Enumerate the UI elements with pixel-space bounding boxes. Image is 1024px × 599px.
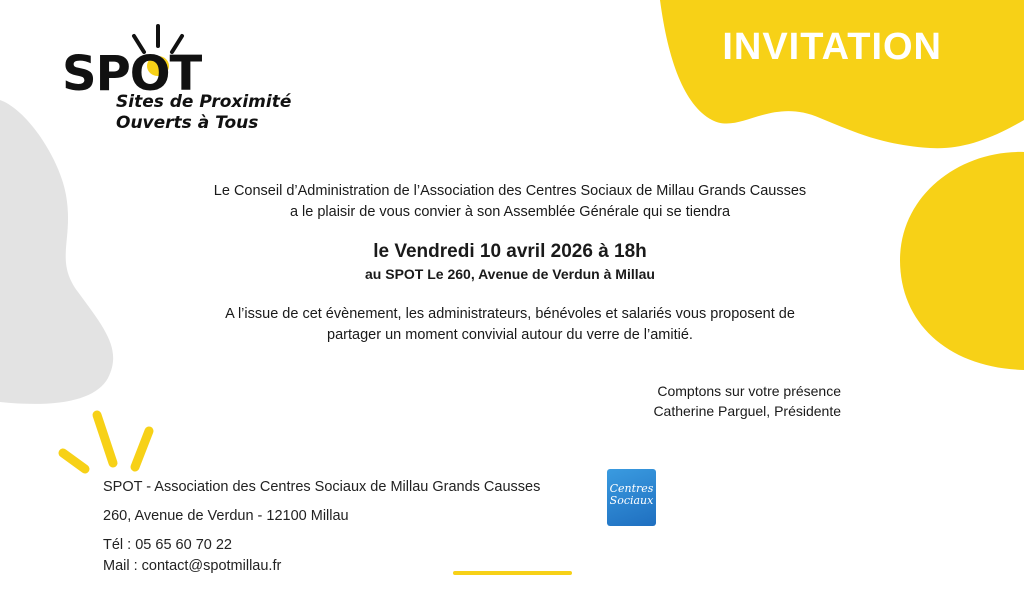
signoff-line1: Comptons sur votre présence: [657, 383, 841, 399]
after-paragraph: [160, 304, 860, 346]
intro-line2: a le plaisir de vous convier à son Assemblée Générale qui se tiendra: [289, 204, 731, 220]
intro-paragraph: [160, 181, 860, 223]
logo-tagline: [116, 92, 291, 134]
yellow-divider: [453, 571, 572, 575]
footer-mail: Mail : contact@spotmillau.fr: [103, 558, 282, 574]
intro-line1: Le Conseil d’Administration de l’Association des Centres Sociaux de Millau Grands Causses: [213, 183, 807, 199]
signoff: [653, 381, 841, 421]
event-date: le Vendredi 10 avril 2026 à 18h: [373, 241, 647, 262]
footer-contact: [103, 477, 540, 577]
yellow-blob-top: [660, 0, 1024, 148]
logo-wordmark: SPOT: [62, 46, 202, 102]
centres-sociaux-logo: [607, 469, 656, 526]
grey-blob-left: [0, 100, 113, 404]
after-line2: partager un moment convivial autour du verre de l’amitié.: [327, 327, 693, 343]
logo-tagline-line2: Ouverts à Tous: [116, 113, 259, 133]
cs-logo-line1: Centres: [609, 482, 654, 495]
cs-logo-line2: Sociaux: [609, 494, 654, 507]
footer-phone: Tél : 05 65 60 70 22: [103, 537, 232, 553]
invitation-title: INVITATION: [722, 26, 942, 68]
footer-address: 260, Avenue de Verdun - 12100 Millau: [103, 508, 349, 524]
event-place: au SPOT Le 260, Avenue de Verdun à Millau: [365, 266, 655, 282]
logo-tagline-line1: Sites de Proximité: [116, 92, 292, 112]
yellow-blob-right: [900, 152, 1024, 370]
footer-org: SPOT - Association des Centres Sociaux de Millau Grands Causses: [103, 479, 541, 495]
spot-logo: [58, 22, 298, 142]
signoff-line2: Catherine Parguel, Présidente: [653, 403, 841, 419]
after-line1: A l’issue de cet évènement, les administrateurs, bénévoles et salariés vous proposent de: [225, 306, 795, 322]
